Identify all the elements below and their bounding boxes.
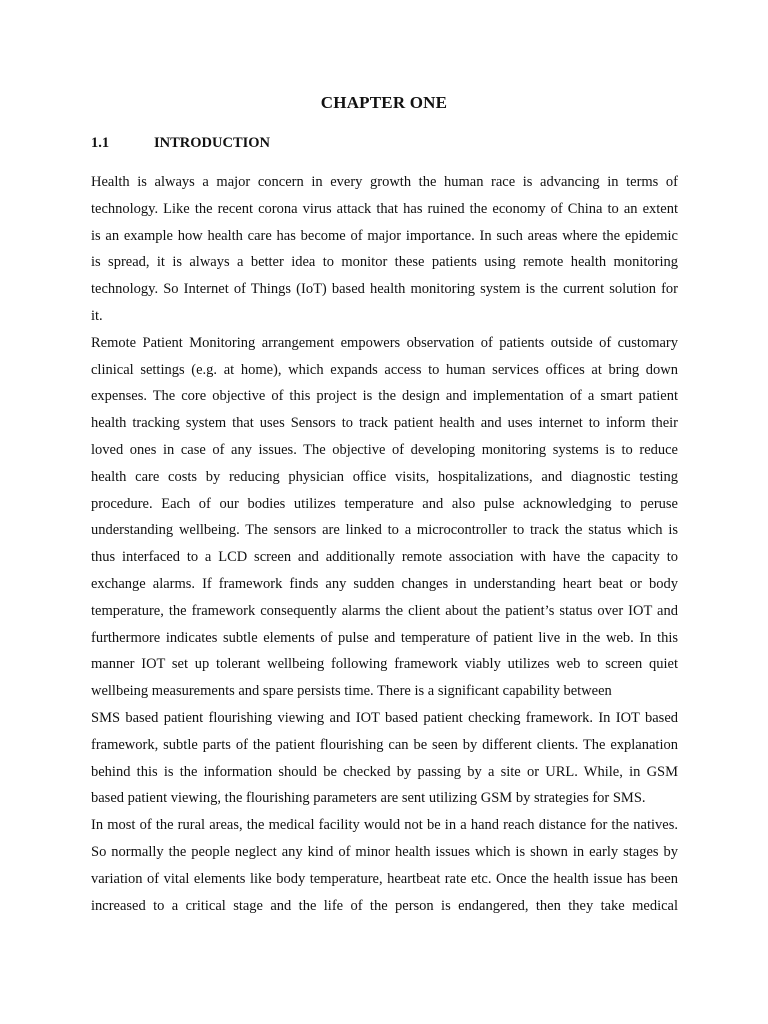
chapter-title: CHAPTER ONE xyxy=(320,93,448,112)
section-heading xyxy=(91,135,270,152)
section-title: INTRODUCTION xyxy=(154,135,271,151)
text-line: loved ones in case of any issues. The objective of developing monitoring systems is to reduce xyxy=(91,441,678,458)
paragraph xyxy=(91,330,678,705)
section-number: 1.1 xyxy=(91,135,110,151)
text-line: technology. Like the recent corona virus attack that has ruined the economy of China to an extent xyxy=(91,200,678,217)
text-line: it. xyxy=(91,307,103,324)
text-line: procedure. Each of our bodies utilizes temperature and also pulse acknowledging to peruse xyxy=(91,495,678,512)
text-line: Remote Patient Monitoring arrangement empowers observation of patients outside of customary xyxy=(91,334,678,351)
text-line: increased to a critical stage and the life of the person is endangered, then they take medical xyxy=(91,897,678,914)
paragraph xyxy=(91,812,678,919)
text-line: Health is always a major concern in every growth the human race is advancing in terms of xyxy=(91,174,678,190)
paragraph xyxy=(91,705,678,812)
text-line: understanding wellbeing. The sensors are linked to a microcontroller to track the status which is xyxy=(91,522,678,539)
text-line: health care costs by reducing physician office visits, hospitalizations, and diagnostic testing xyxy=(91,468,678,485)
text-line: wellbeing measurements and spare persists time. There is a significant capability between xyxy=(91,683,612,700)
text-line: So normally the people neglect any kind of minor health issues which is shown in early stages by xyxy=(91,843,678,860)
text-line: clinical settings (e.g. at home), which expands access to human services offices at bring down xyxy=(91,361,678,378)
text-line: based patient viewing, the flourishing parameters are sent utilizing GSM by strategies for SMS. xyxy=(91,790,646,807)
text-line: is an example how health care has become of major importance. In such areas where the epidemic xyxy=(91,227,678,244)
text-line: furthermore indicates subtle elements of pulse and temperature of patient live in the web. In this xyxy=(91,629,678,646)
text-line: temperature, the framework consequently alarms the client about the patient’s status over IOT and xyxy=(91,602,678,619)
text-line: manner IOT set up tolerant wellbeing following framework viably utilizes web to screen quiet xyxy=(91,656,678,673)
text-line: SMS based patient flourishing viewing and IOT based patient checking framework. In IOT based xyxy=(91,709,678,726)
text-line: In most of the rural areas, the medical facility would not be in a hand reach distance for the natives. xyxy=(91,817,678,834)
text-line: technology. So Internet of Things (IoT) based health monitoring system is the current solution for xyxy=(91,281,678,298)
text-line: behind this is the information should be checked by passing by a site or URL. While, in GSM xyxy=(91,763,678,780)
text-line: health tracking system that uses Sensors to track patient health and uses internet to inform their xyxy=(91,415,678,432)
text-line: framework, subtle parts of the patient flourishing can be seen by different clients. The explanation xyxy=(91,736,678,753)
body-text xyxy=(91,169,678,919)
text-line: is spread, it is always a better idea to monitor these patients using remote health monitoring xyxy=(91,254,678,271)
text-line: expenses. The core objective of this project is the design and implementation of a smart patient xyxy=(91,388,678,405)
paragraph xyxy=(91,169,678,330)
text-line: thus interfaced to a LCD screen and additionally remote association with have the capacity to xyxy=(91,549,678,566)
text-line: exchange alarms. If framework finds any sudden changes in understanding heart beat or body xyxy=(91,575,678,592)
text-line: variation of vital elements like body temperature, heartbeat rate etc. Once the health issue has been xyxy=(91,870,678,887)
